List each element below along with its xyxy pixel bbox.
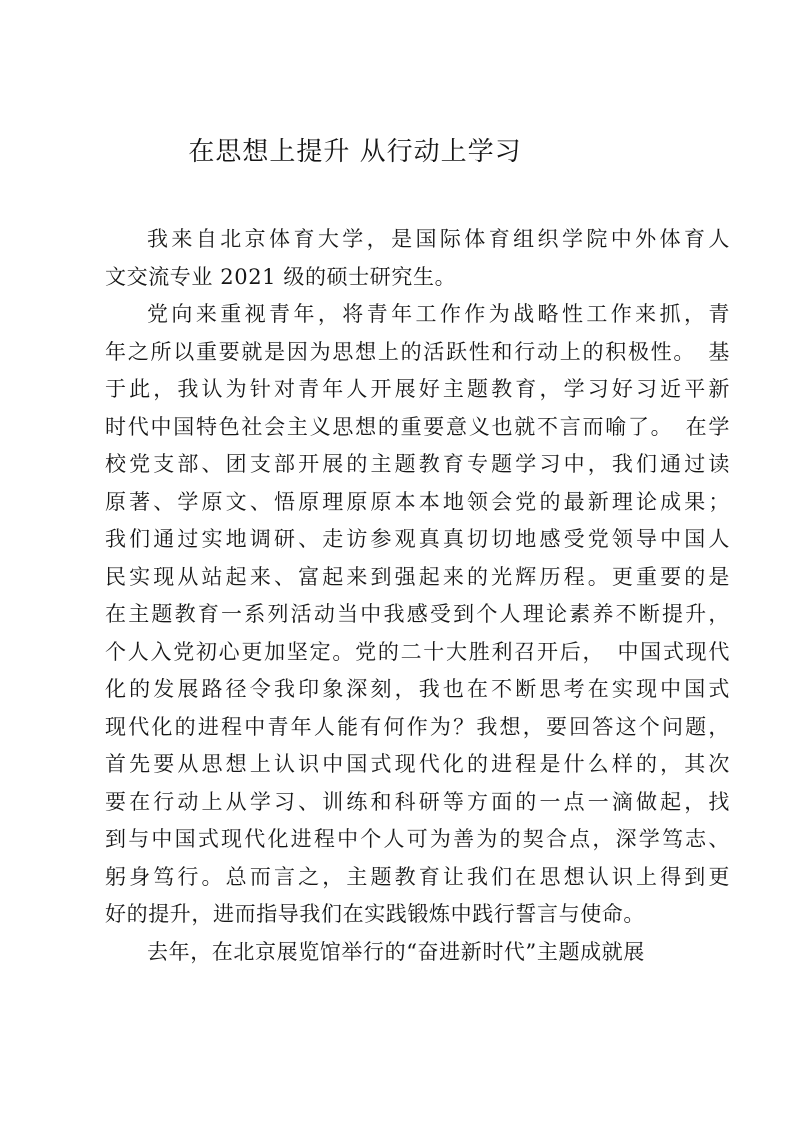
text-line: 个人入党初心更加坚定。党的二十大胜利召开后， 中国式现代 [105,639,730,664]
text-line: 文交流专业 2021 级的硕士研究生。 [105,264,457,289]
text-line: 于此，我认为针对青年人开展好主题教育，学习好习近平新 [105,377,730,401]
text-line: 在主题教育一系列活动当中我感受到个人理论素养不断提升， [105,602,730,626]
text-line: 时代中国特色社会主义思想的重要意义也就不言而喻了。 在学 [105,414,730,439]
document-title: 在思想上提升 从行动上学习 [188,137,522,167]
text-line: 民实现从站起来、富起来到强起来的光辉历程。更重要的是 [105,564,730,589]
text-line: 现代化的进程中青年人能有何作为？我想，要回答这个问题， [105,714,730,739]
paragraph [105,934,730,972]
text-line: 校党支部、团支部开展的主题教育专题学习中，我们通过读 [105,452,730,476]
text-line: 年之所以重要就是因为思想上的活跃性和行动上的积极性。 基 [105,339,730,364]
text-line: 党向来重视青年，将青年工作作为战略性工作来抓，青 [147,302,730,326]
text-line: 首先要从思想上认识中国式现代化的进程是什么样的，其次 [105,752,730,776]
paragraph [105,296,730,934]
text-line: 原著、学原文、悟原理原原本本地领会党的最新理论成果； [105,489,730,514]
text-line: 化的发展路径令我印象深刻，我也在不断思考在实现中国式 [105,677,730,701]
text-line: 要在行动上从学习、训练和科研等方面的一点一滴做起，找 [105,789,730,814]
text-line: 到与中国式现代化进程中个人可为善为的契合点，深学笃志、 [105,827,730,851]
text-line: 躬身笃行。总而言之，主题教育让我们在思想认识上得到更 [105,864,730,889]
text-line: 我们通过实地调研、走访参观真真切切地感受党领导中国人 [105,527,730,551]
document-body [105,221,730,971]
text-line: 去年，在北京展览馆举行的“奋进新时代”主题成就展 [147,939,645,964]
paragraph [105,221,730,296]
text-line: 我来自北京体育大学，是国际体育组织学院中外体育人 [147,227,730,251]
text-line: 好的提升，进而指导我们在实践锻炼中践行誓言与使命。 [105,902,645,926]
